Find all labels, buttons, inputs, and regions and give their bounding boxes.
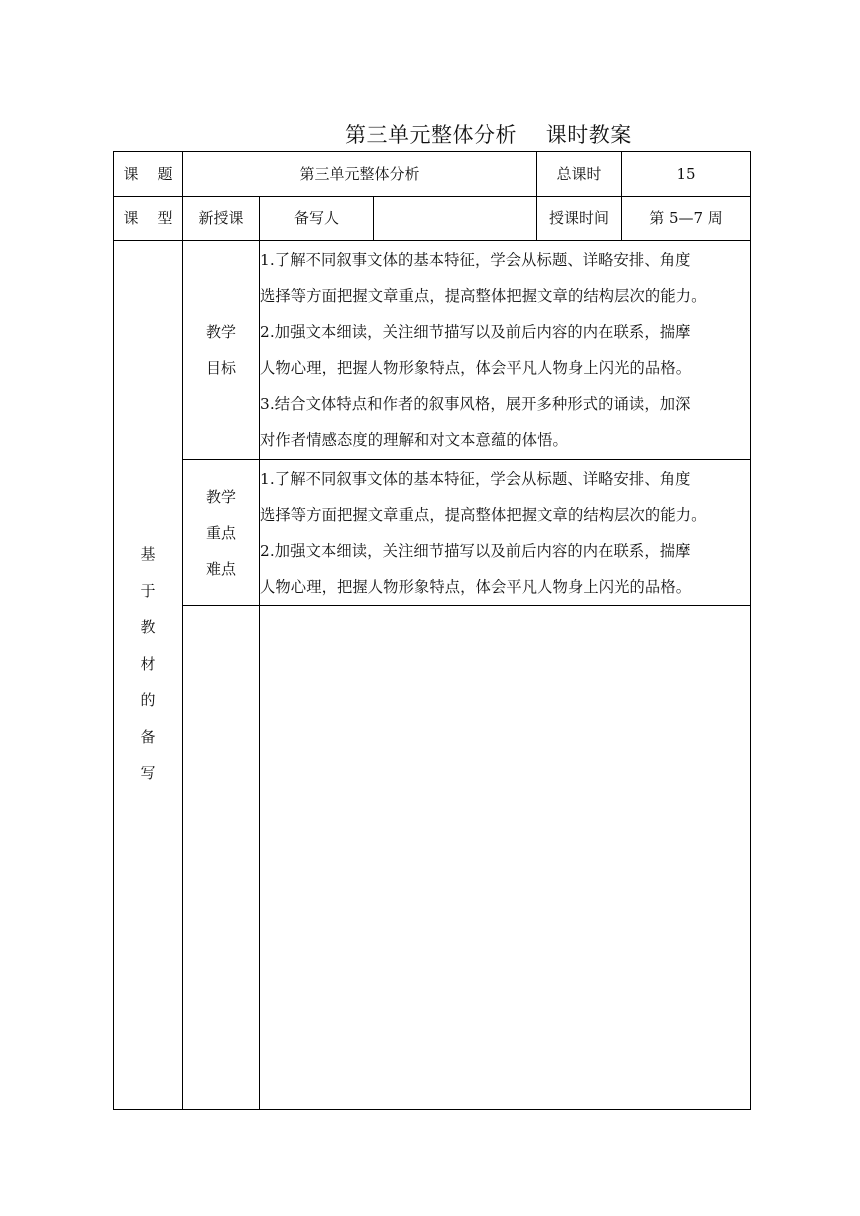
section-label-char: 教 bbox=[140, 618, 156, 636]
objectives-label bbox=[183, 314, 259, 386]
preparer-label: 备写人 bbox=[293, 209, 339, 227]
preparer-value bbox=[374, 197, 536, 240]
key-points-line: 2.加强文本细读，关注细节描写以及前后内容的内在联系，揣摩 bbox=[260, 542, 691, 560]
section-label-char: 基 bbox=[140, 545, 156, 563]
teaching-time-label: 授课时间 bbox=[548, 209, 609, 227]
lesson-type-label: 课 型 bbox=[123, 209, 173, 227]
objectives-line: 选择等方面把握文章重点，提高整体把握文章的结构层次的能力。 bbox=[260, 287, 707, 305]
key-points-label-line: 重点 bbox=[205, 524, 236, 542]
key-points-label bbox=[183, 479, 259, 587]
total-hours-label: 总课时 bbox=[556, 164, 602, 183]
key-points-text bbox=[260, 461, 707, 605]
lesson-type-value: 新授课 bbox=[198, 209, 244, 227]
objectives-label-line: 目标 bbox=[205, 359, 236, 377]
topic-value: 第三单元整体分析 bbox=[299, 164, 420, 183]
key-points-line: 选择等方面把握文章重点，提高整体把握文章的结构层次的能力。 bbox=[260, 506, 707, 524]
objectives-text bbox=[260, 242, 707, 458]
section-label-char: 的 bbox=[140, 691, 156, 709]
total-hours-value: 15 bbox=[676, 164, 696, 183]
objectives-label-line: 教学 bbox=[205, 323, 236, 341]
section-label-char: 于 bbox=[140, 581, 156, 600]
key-points-line: 人物心理，把握人物形象特点，体会平凡人物身上闪光的品格。 bbox=[260, 578, 692, 596]
objectives-line: 对作者情感态度的理解和对文本意蕴的体悟。 bbox=[260, 431, 568, 449]
section-label-vertical bbox=[114, 536, 182, 792]
section-label-char: 写 bbox=[140, 764, 156, 782]
objectives-line: 1.了解不同叙事文体的基本特征，学会从标题、详略安排、角度 bbox=[260, 251, 691, 269]
teaching-time-value: 第 5—7 周 bbox=[649, 209, 723, 227]
page-title: 第三单元整体分析 课时教案 bbox=[345, 123, 632, 147]
objectives-line: 2.加强文本细读，关注细节描写以及前后内容的内在联系，揣摩 bbox=[260, 323, 691, 341]
objectives-line: 3.结合文体特点和作者的叙事风格，展开多种形式的诵读，加深 bbox=[260, 395, 691, 413]
key-points-line: 1.了解不同叙事文体的基本特征，学会从标题、详略安排、角度 bbox=[260, 470, 691, 488]
key-points-label-line: 教学 bbox=[205, 488, 236, 506]
content-area-empty bbox=[260, 606, 750, 1109]
objectives-line: 人物心理，把握人物形象特点，体会平凡人物身上闪光的品格。 bbox=[260, 359, 692, 377]
section-label-char: 材 bbox=[140, 654, 156, 673]
section-label-char: 备 bbox=[140, 727, 156, 746]
topic-label: 课 题 bbox=[123, 164, 173, 183]
key-points-label-line: 难点 bbox=[205, 560, 236, 578]
